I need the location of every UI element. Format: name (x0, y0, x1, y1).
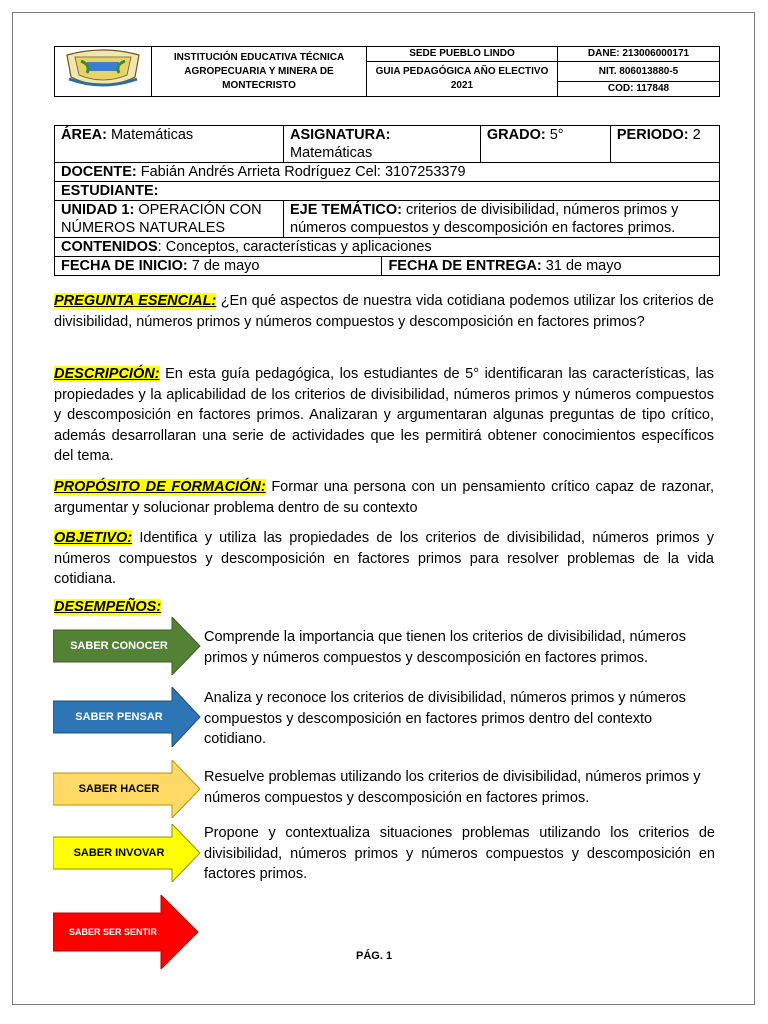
sede-name: SEDE PUEBLO LINDO (367, 47, 558, 62)
proposito-formacion: PROPÓSITO DE FORMACIÓN: Formar una persona con un pensamiento crítico capaz de razonar, argumentar y solucionar problema dentro de su contexto (54, 479, 714, 516)
desempeno-text: Resuelve problemas utilizando los criterios de divisibilidad, números primos y números compuestos y descomposición en factores primos. (204, 769, 701, 806)
fecha-inicio-cell: FECHA DE INICIO: 7 de mayo (55, 257, 382, 276)
contenidos-cell: CONTENIDOS: Conceptos, características y aplicaciones (55, 238, 720, 257)
shield-logo-icon (61, 47, 145, 91)
arrow-label: SABER CONOCER (70, 640, 168, 652)
periodo-cell: PERIODO: 2 (610, 126, 719, 163)
desempeno-text: Analiza y reconoce los criterios de divisibilidad, números primos y números compuestos y descomposición en factores primos dentro del contexto cotidiano. (204, 690, 686, 747)
arrow-label: SABER SER SENTIR (68, 926, 157, 937)
objetivo: OBJETIVO: Identifica y utiliza las propiedades de los criterios de divisibilidad, números primos y números compuestos y descomposición en factores primos para resolver problemas de la vida cotidiana. (54, 530, 714, 587)
grado-cell: GRADO: 5° (480, 126, 610, 163)
cod-code: COD: 117848 (558, 82, 720, 97)
dane-code: DANE: 213006000171 (558, 47, 720, 62)
institution-name: INSTITUCIÓN EDUCATIVA TÉCNICA AGROPECUARIA Y MINERA DE MONTECRISTO (152, 47, 367, 97)
guide-title: GUIA PEDAGÓGICA AÑO ELECTIVO 2021 (367, 62, 558, 97)
arrow-saber-pensar (53, 687, 201, 747)
area-cell: ÁREA: Matemáticas (55, 126, 284, 163)
arrow-saber-ser-sentir (53, 895, 199, 969)
fecha-entrega-cell: FECHA DE ENTREGA: 31 de mayo (382, 257, 720, 276)
asignatura-cell: ASIGNATURA: Matemáticas (284, 126, 481, 163)
desempeno-text: Comprende la importancia que tienen los criterios de divisibilidad, números primos y números compuestos y descomposición en factores primos. (204, 629, 686, 666)
arrow-label: SABER INVOVAR (73, 847, 165, 859)
arrow-saber-invovar (53, 824, 201, 882)
desempeno-text: Propone y contextualiza situaciones problemas utilizando los criterios de divisibilidad, números primos y números compuestos y descomposición en factores primos. (204, 825, 715, 882)
docente-cell: DOCENTE: Fabián Andrés Arrieta Rodríguez Cel: 3107253379 (55, 163, 720, 182)
page-number: PÁG. 1 (356, 950, 393, 962)
arrow-saber-conocer (53, 617, 201, 675)
unidad-cell: UNIDAD 1: OPERACIÓN CON NÚMEROS NATURALES (55, 201, 284, 238)
arrow-saber-hacer (53, 760, 201, 818)
arrow-label: SABER HACER (78, 783, 160, 795)
school-logo (55, 47, 152, 97)
estudiante-cell: ESTUDIANTE: (55, 182, 720, 201)
desempenos-heading: DESEMPEÑOS: (54, 599, 162, 615)
header-table (54, 46, 720, 97)
eje-cell: EJE TEMÁTICO: criterios de divisibilidad, números primos y números compuestos y descomposición en factores primos. (284, 201, 720, 238)
nit-code: NIT. 806013880-5 (558, 62, 720, 82)
descripcion: DESCRIPCIÓN: En esta guía pedagógica, los estudiantes de 5° identificaran las características, las propiedades y la aplicabilidad de los criterios de divisibilidad, números primos y números compuestos y descomposición en factores primos. Analizaran y argumentaran algunas preguntas de tipo crítico, además desarrollaran una serie de actividades que les permitirá obtener conocimientos específicos del tema. (54, 366, 714, 464)
arrow-label: SABER PENSAR (75, 711, 163, 723)
pregunta-esencial: PREGUNTA ESENCIAL: ¿En qué aspectos de nuestra vida cotidiana podemos utilizar los criterios de divisibilidad, números primos y números compuestos y descomposición en factores primos? (54, 293, 714, 330)
info-table (54, 125, 720, 276)
